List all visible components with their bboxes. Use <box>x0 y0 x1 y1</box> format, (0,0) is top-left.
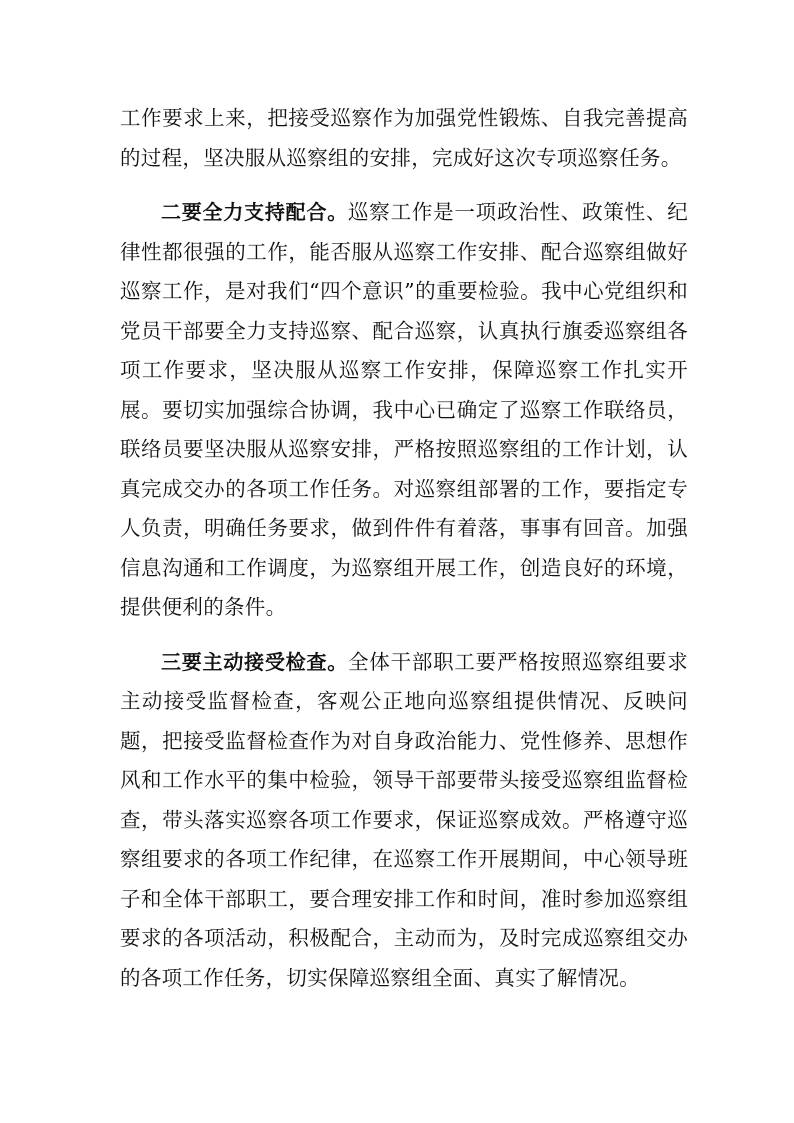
paragraph-heading: 三要主动接受检查。 <box>161 649 349 674</box>
paragraph-support-cooperation <box>120 193 688 628</box>
paragraph-text: 全体干部职工要严格按照巡察组要求主动接受监督检查，客观公正地向巡察组提供情况、反映问题，把接受监督检查作为对自身政治能力、党性修养、思想作风和工作水平的集中检验，领导干部要带头接受巡察组监督检查，带头落实巡察各项工作要求，保证巡察成效。严格遵守巡察组要求的各项工作纪律，在巡察工作开展期间，中心领导班子和全体干部职工，要合理安排工作和时间，准时参加巡察组要求的各项活动，积极配合，主动而为，及时完成巡察组交办的各项工作任务，切实保障巡察组全面、真实了解情况。 <box>120 649 688 990</box>
paragraph-heading: 二要全力支持配合。 <box>161 200 349 224</box>
paragraph-accept-inspection <box>120 643 688 999</box>
paragraph-text: 工作要求上来，把接受巡察作为加强党性锻炼、自我完善提高的过程，坚决服从巡察组的安排，完成好这次专项巡察任务。 <box>120 106 688 170</box>
document-body <box>120 99 688 998</box>
paragraph-continuation <box>120 99 688 178</box>
paragraph-text: 巡察工作是一项政治性、政策性、纪律性都很强的工作，能否服从巡察工作安排、配合巡察组做好巡察工作，是对我们“四个意识”的重要检验。我中心党组织和党员干部要全力支持巡察、配合巡察，认真执行旗委巡察组各项工作要求，坚决服从巡察工作安排，保障巡察工作扎实开展。要切实加强综合协调，我中心已确定了巡察工作联络员，联络员要坚决服从巡察安排，严格按照巡察组的工作计划，认真完成交办的各项工作任务。对巡察组部署的工作，要指定专人负责，明确任务要求，做到件件有着落，事事有回音。加强信息沟通和工作调度，为巡察组开展工作，创造良好的环境，提供便利的条件。 <box>120 200 688 619</box>
